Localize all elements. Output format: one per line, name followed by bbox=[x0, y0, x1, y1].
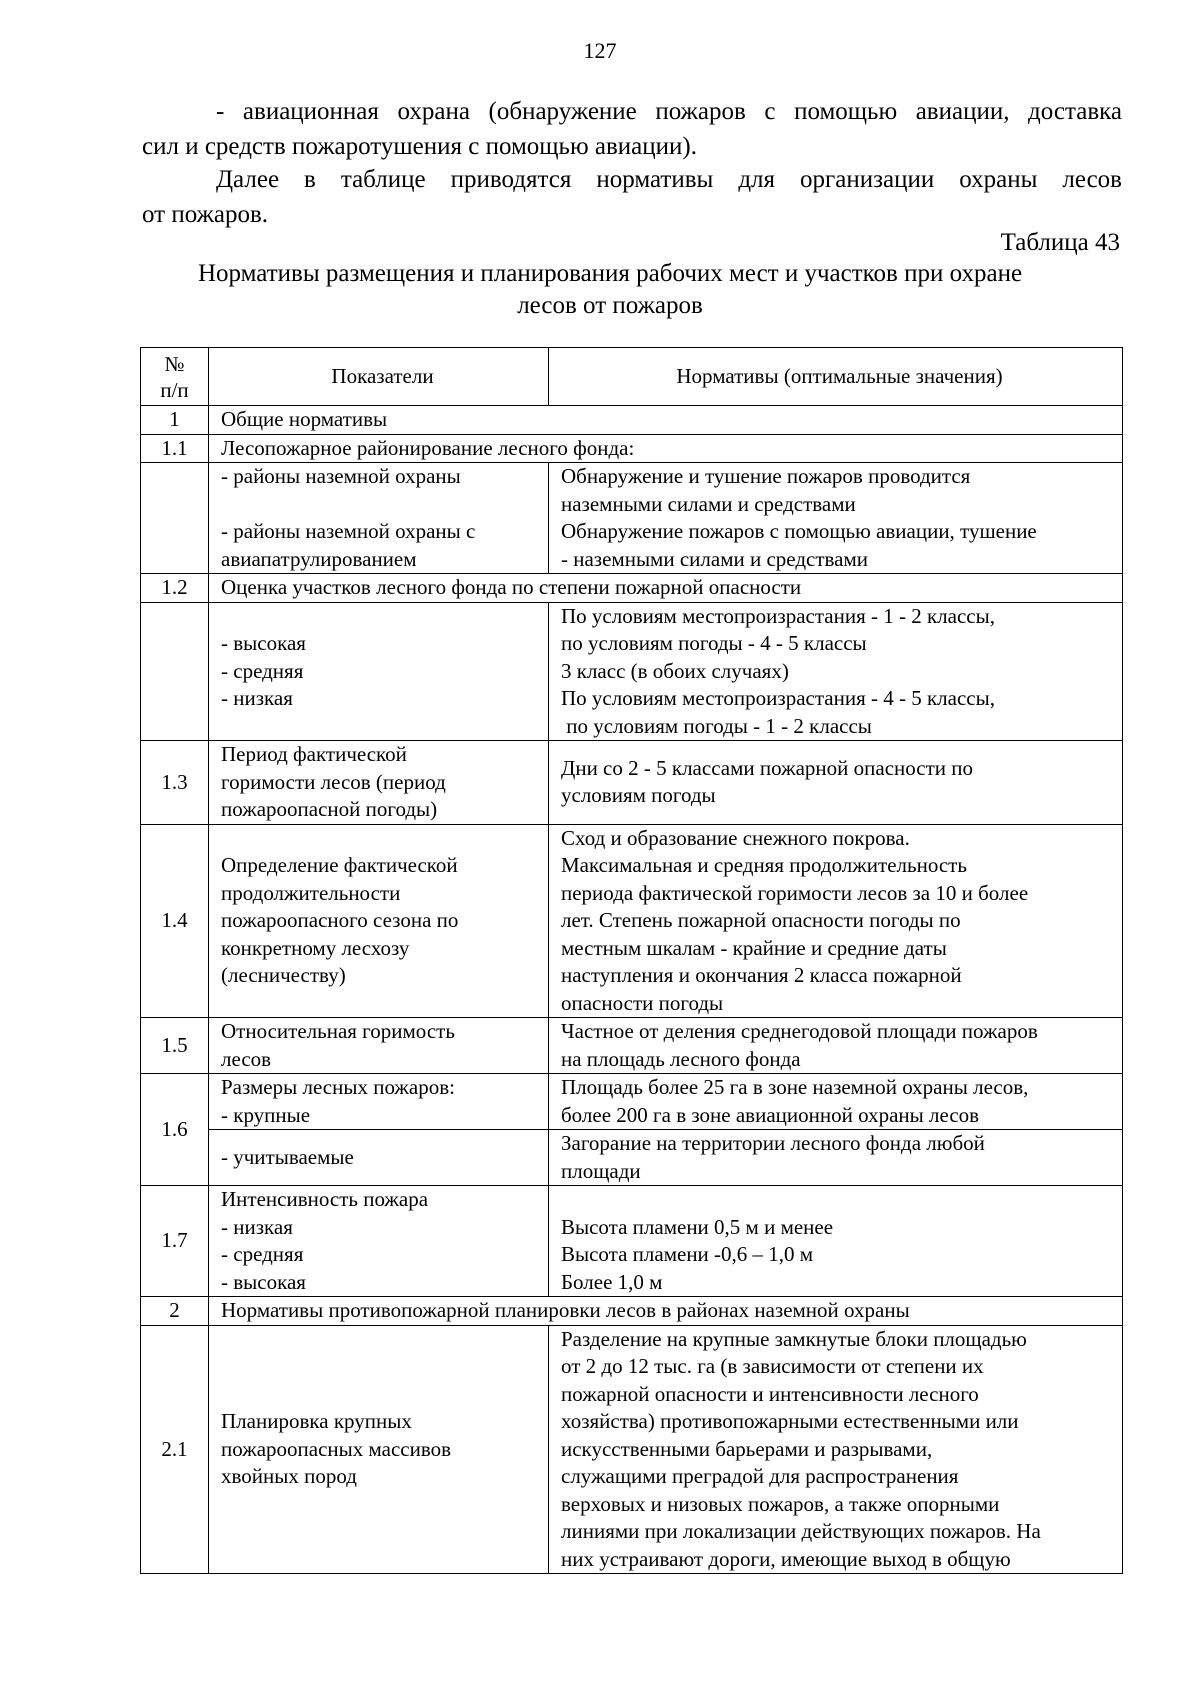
table-row bbox=[141, 1186, 1123, 1297]
norm-cell: Высота пламени 0,5 м и менее Высота пламени -0,6 – 1,0 м Более 1,0 м bbox=[549, 1186, 1123, 1297]
row-number: 1.4 bbox=[141, 824, 209, 1018]
norms-table bbox=[140, 347, 1123, 1574]
table-row bbox=[141, 574, 1123, 603]
norm-cell: Частное от деления среднегодовой площади пожаров на площадь лесного фонда bbox=[549, 1018, 1123, 1074]
norm-cell: По условиям местопроизрастания - 1 - 2 классы, по условиям погоды - 4 - 5 классы 3 класс (в обоих случаях) По условиям местопроизрастания - 4 - 5 классы, по условиям погоды - 1 - 2 классы bbox=[549, 602, 1123, 741]
table-title-line: Нормативы размещения и планирования рабочих мест и участков при охране bbox=[197, 260, 1023, 287]
intro-paragraph-aviation bbox=[142, 94, 1122, 164]
table-row bbox=[141, 1297, 1123, 1326]
row-number: 1.6 bbox=[141, 1074, 209, 1186]
page-number: 127 bbox=[583, 38, 617, 63]
table-label: Таблица 43 bbox=[1000, 229, 1120, 256]
indicator-cell: Период фактической горимости лесов (период пожароопасной погоды) bbox=[209, 741, 549, 825]
indicator-cell: Интенсивность пожара - низкая - средняя - высокая bbox=[209, 1186, 549, 1297]
table-row bbox=[141, 1074, 1123, 1130]
table-row bbox=[141, 434, 1123, 463]
header-norms: Нормативы (оптимальные значения) bbox=[549, 348, 1123, 406]
table-row bbox=[141, 1325, 1123, 1574]
row-number: 1.1 bbox=[141, 434, 209, 463]
section-title: Общие нормативы bbox=[209, 406, 1123, 435]
table-row bbox=[141, 602, 1123, 741]
norm-cell: Обнаружение и тушение пожаров проводится наземными силами и средствами Обнаружение пожаров с помощью авиации, тушение - наземными силами и средствами bbox=[549, 463, 1123, 574]
indicator-cell: Относительная горимость лесов bbox=[209, 1018, 549, 1074]
row-title: Оценка участков лесного фонда по степени пожарной опасности bbox=[209, 574, 1123, 603]
intro-line: сил и средств пожаротушения с помощью авиации). bbox=[142, 133, 697, 160]
norm-cell: Сход и образование снежного покрова. Максимальная и средняя продолжительность периода фактической горимости лесов за 10 и более лет. Степень пожарной опасности погоды по местным шкалам - крайние и средние даты наступления и окончания 2 класса пожарной опасности погоды bbox=[549, 824, 1123, 1018]
table-row bbox=[141, 824, 1123, 1018]
row-number: 1 bbox=[141, 406, 209, 435]
row-number: 1.3 bbox=[141, 741, 209, 825]
table-title bbox=[120, 258, 1100, 322]
row-number: 1.2 bbox=[141, 574, 209, 603]
intro-line: Далее в таблице приводятся нормативы для организации охраны лесов bbox=[216, 166, 1122, 193]
section-title: Нормативы противопожарной планировки лесов в районах наземной охраны bbox=[209, 1297, 1123, 1326]
row-number: 1.7 bbox=[141, 1186, 209, 1297]
table-row bbox=[141, 406, 1123, 435]
row-number: 2 bbox=[141, 1297, 209, 1326]
row-number: 1.5 bbox=[141, 1018, 209, 1074]
table-row bbox=[141, 1130, 1123, 1186]
norm-cell: Площадь более 25 га в зоне наземной охраны лесов, более 200 га в зоне авиационной охраны лесов bbox=[549, 1074, 1123, 1130]
row-number bbox=[141, 463, 209, 574]
norm-cell: Дни со 2 - 5 классами пожарной опасности по условиям погоды bbox=[549, 741, 1123, 825]
row-number: 2.1 bbox=[141, 1325, 209, 1574]
norm-cell: Разделение на крупные замкнутые блоки площадью от 2 до 12 тыс. га (в зависимости от степени их пожарной опасности и интенсивности лесного хозяйства) противопожарными естественными или искусственными барьерами и разрывами, служащими преградой для распространения верховых и низовых пожаров, а также опорными линиями при локализации действующих пожаров. На них устраивают дороги, имеющие выход в общую bbox=[549, 1325, 1123, 1574]
indicator-cell: - высокая - средняя - низкая bbox=[209, 602, 549, 741]
indicator-cell: Размеры лесных пожаров: - крупные bbox=[209, 1074, 549, 1130]
intro-line: - авиационная охрана (обнаружение пожаров с помощью авиации, доставка bbox=[216, 98, 1122, 125]
indicator-cell: - учитываемые bbox=[209, 1130, 549, 1186]
row-number bbox=[141, 602, 209, 741]
indicator-cell: Определение фактической продолжительности пожароопасного сезона по конкретному лесхозу (лесничеству) bbox=[209, 824, 549, 1018]
table-row bbox=[141, 463, 1123, 574]
indicator-cell: - районы наземной охраны - районы наземной охраны с авиапатрулированием bbox=[209, 463, 549, 574]
row-title: Лесопожарное районирование лесного фонда: bbox=[209, 434, 1123, 463]
intro-paragraph-table-reference bbox=[142, 162, 1122, 232]
header-indicators: Показатели bbox=[209, 348, 549, 406]
norm-cell: Загорание на территории лесного фонда любой площади bbox=[549, 1130, 1123, 1186]
header-number: № п/п bbox=[141, 348, 209, 406]
intro-line: от пожаров. bbox=[142, 201, 269, 228]
table-row bbox=[141, 1018, 1123, 1074]
table-title-line: лесов от пожаров bbox=[517, 292, 703, 319]
indicator-cell: Планировка крупных пожароопасных массивов хвойных пород bbox=[209, 1325, 549, 1574]
table-row bbox=[141, 741, 1123, 825]
table-header-row bbox=[141, 348, 1123, 406]
